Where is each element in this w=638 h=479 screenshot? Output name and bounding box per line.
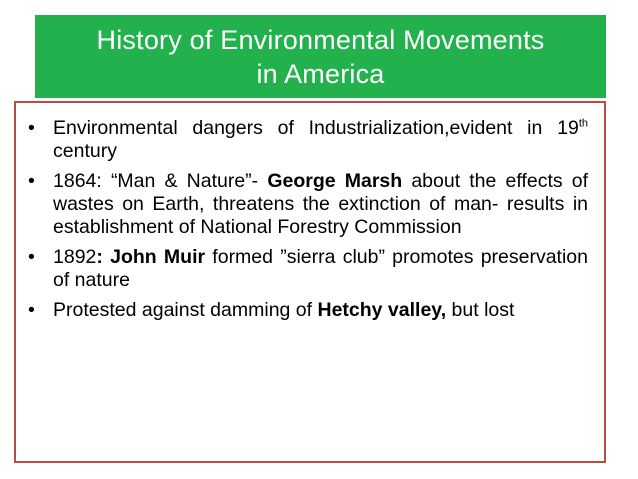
- bullet-1-text-b: century: [53, 140, 117, 162]
- bullet-3-text-b: formed ”sierra club” promotes preservation of nature: [53, 246, 588, 291]
- bullet-item-2: [26, 170, 588, 239]
- bullet-3-bold: : John Muir: [96, 246, 206, 268]
- bullet-marker: •: [28, 170, 35, 192]
- content-box: [14, 101, 606, 463]
- bullet-marker: •: [28, 117, 35, 139]
- bullet-marker: •: [28, 246, 35, 268]
- bullet-item-1: [26, 117, 588, 163]
- slide-title: [35, 15, 606, 98]
- bullet-2-text-a: 1864: “Man & Nature”-: [53, 170, 268, 192]
- bullet-item-4: [26, 299, 588, 322]
- bullet-list: [26, 117, 588, 322]
- bullet-marker: •: [28, 299, 35, 321]
- bullet-3-text-a: 1892: [53, 246, 97, 268]
- bullet-1-text-a: Environmental dangers of Industrialization,evident in 19: [53, 117, 579, 139]
- bullet-1-superscript: th: [578, 117, 588, 130]
- bullet-2-text-b: about the effects of wastes on Earth, threatens the extinction of man- results in establishment of National Forestry Commission: [53, 170, 589, 238]
- bullet-4-text-b: but lost: [446, 299, 515, 321]
- slide-title-line-2: in America: [256, 59, 385, 89]
- slide-title-line-1: History of Environmental Movements: [96, 25, 545, 55]
- bullet-item-3: [26, 246, 588, 292]
- bullet-2-bold: George Marsh: [267, 170, 403, 192]
- bullet-4-text-a: Protested against damming of: [53, 299, 318, 321]
- bullet-4-bold: Hetchy valley,: [317, 299, 447, 321]
